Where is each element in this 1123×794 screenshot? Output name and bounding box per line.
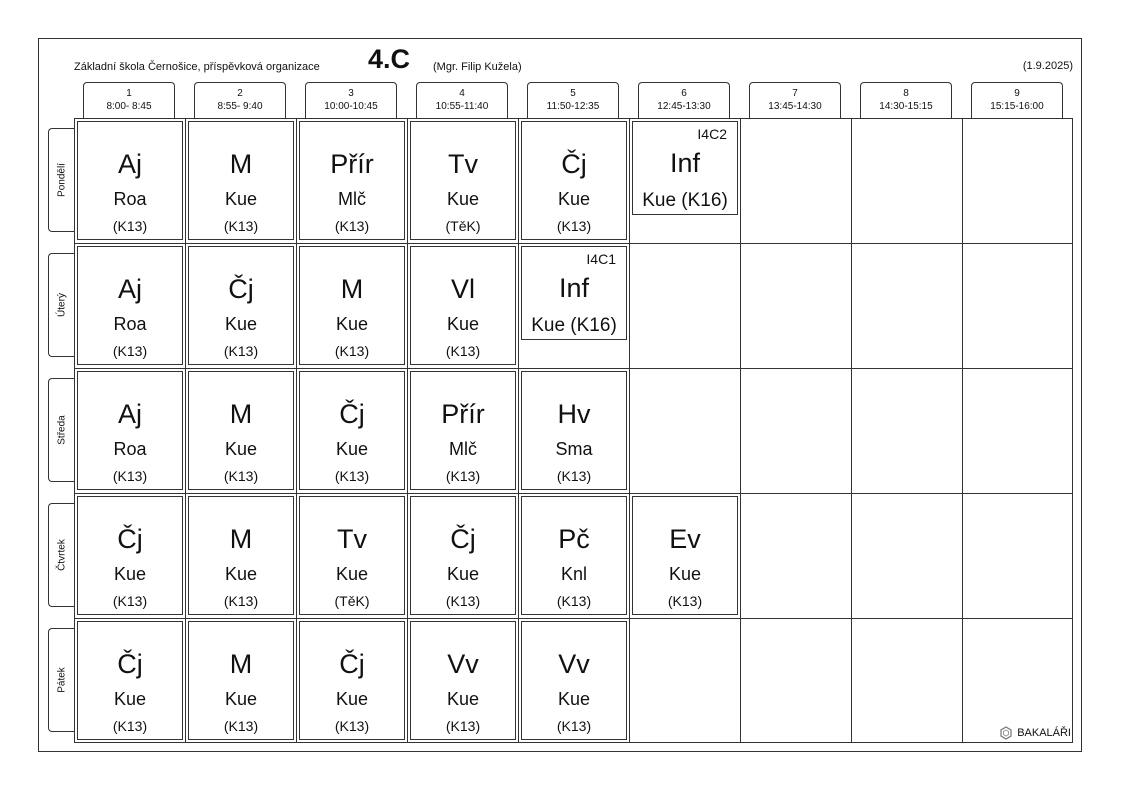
subject: Čj	[339, 399, 365, 429]
subject: Čj	[228, 274, 254, 304]
day-header-2	[48, 378, 74, 482]
lesson-cell[interactable]	[188, 371, 294, 490]
lesson-cell[interactable]	[77, 121, 183, 240]
group-code: I4C2	[697, 126, 727, 142]
subject: Vl	[450, 274, 475, 304]
teacher: Mlč	[449, 439, 477, 459]
period-header-5	[527, 82, 619, 118]
teacher: Roa	[113, 314, 147, 334]
lesson-cell[interactable]	[521, 496, 627, 615]
lesson-cell[interactable]	[77, 246, 183, 365]
lesson-cell[interactable]	[188, 621, 294, 740]
teacher: Kue	[113, 689, 147, 709]
subject: Přír	[330, 149, 374, 179]
subject: Vv	[558, 649, 590, 679]
subject: M	[229, 149, 253, 179]
lesson-cell[interactable]	[77, 371, 183, 490]
period-time: 8:00- 8:45	[106, 101, 152, 112]
timetable-date: (1.9.2025)	[1022, 60, 1073, 72]
grid-vline	[629, 118, 630, 743]
room: (K13)	[112, 343, 148, 359]
room: (K13)	[334, 718, 370, 734]
lesson-cell[interactable]	[188, 246, 294, 365]
teacher: Kue	[224, 564, 258, 584]
lesson-cell[interactable]	[299, 121, 405, 240]
room: (TěK)	[445, 218, 481, 234]
room: (K13)	[445, 468, 481, 484]
room: (K13)	[112, 468, 148, 484]
room: (K13)	[334, 343, 370, 359]
teacher: Kue	[224, 314, 258, 334]
lesson-cell[interactable]	[410, 121, 516, 240]
room: (K13)	[445, 718, 481, 734]
teacher-room: Kue (K16)	[642, 190, 728, 211]
grid-hline	[74, 368, 1073, 369]
period-number: 3	[348, 88, 354, 99]
lesson-cell-group[interactable]	[632, 121, 738, 215]
lesson-cell[interactable]	[188, 121, 294, 240]
period-header-2	[194, 82, 286, 118]
grid-vline	[851, 118, 852, 743]
period-number: 8	[903, 88, 909, 99]
period-number: 4	[459, 88, 465, 99]
subject: Čj	[339, 649, 365, 679]
teacher: Roa	[113, 189, 147, 209]
grid-vline	[407, 118, 408, 743]
day-label: Úterý	[56, 293, 67, 317]
teacher: Kue	[113, 564, 147, 584]
subject: Ev	[669, 524, 701, 554]
bakalari-logo	[999, 726, 1071, 740]
lesson-cell[interactable]	[410, 621, 516, 740]
period-time: 15:15-16:00	[990, 101, 1044, 112]
teacher: Kue	[446, 564, 480, 584]
subject: M	[229, 399, 253, 429]
subject: Aj	[117, 274, 142, 304]
teacher: Kue	[446, 189, 480, 209]
teacher: Kue	[335, 439, 369, 459]
room: (K13)	[556, 468, 592, 484]
day-label: Středa	[56, 415, 67, 445]
teacher: Kue	[335, 564, 369, 584]
room: (K13)	[223, 468, 259, 484]
grid-vline	[962, 118, 963, 743]
room: (K13)	[112, 593, 148, 609]
teacher: Sma	[555, 439, 593, 459]
room: (K13)	[445, 593, 481, 609]
day-label: Čtvrtek	[56, 539, 67, 571]
day-header-0	[48, 128, 74, 232]
teacher: Kue	[446, 689, 480, 709]
period-header-9	[971, 82, 1063, 118]
period-time: 13:45-14:30	[768, 101, 822, 112]
teacher: Mlč	[338, 189, 366, 209]
lesson-cell[interactable]	[521, 121, 627, 240]
teacher: Kue	[335, 314, 369, 334]
period-time: 11:50-12:35	[546, 101, 600, 112]
teacher: Knl	[560, 564, 587, 584]
period-header-6	[638, 82, 730, 118]
subject: Čj	[450, 524, 476, 554]
bakalari-logo-icon	[999, 726, 1013, 740]
lesson-cell[interactable]	[77, 496, 183, 615]
grid-hline	[74, 243, 1073, 244]
subject: Aj	[117, 149, 142, 179]
period-header-3	[305, 82, 397, 118]
teacher: Kue	[224, 689, 258, 709]
lesson-cell[interactable]	[632, 496, 738, 615]
teacher: Kue	[668, 564, 702, 584]
period-number: 1	[126, 88, 132, 99]
room: (K13)	[112, 218, 148, 234]
subject: Čj	[117, 649, 143, 679]
lesson-cell-group[interactable]	[521, 246, 627, 340]
subject: Přír	[441, 399, 485, 429]
lesson-cell[interactable]	[299, 496, 405, 615]
group-code: I4C1	[586, 251, 616, 267]
lesson-cell[interactable]	[521, 621, 627, 740]
period-time: 10:00-10:45	[324, 101, 378, 112]
grid-vline	[518, 118, 519, 743]
lesson-cell[interactable]	[299, 371, 405, 490]
room: (K13)	[556, 593, 592, 609]
subject: Tv	[337, 524, 367, 554]
lesson-cell[interactable]	[188, 496, 294, 615]
day-label: Pondělí	[56, 163, 67, 197]
teacher: Roa	[113, 439, 147, 459]
room: (K13)	[112, 718, 148, 734]
subject: Hv	[557, 399, 591, 429]
lesson-cell[interactable]	[77, 621, 183, 740]
class-teacher: (Mgr. Filip Kužela)	[433, 61, 522, 73]
period-header-1	[83, 82, 175, 118]
period-header-4	[416, 82, 508, 118]
room: (K13)	[445, 343, 481, 359]
subject: M	[229, 524, 253, 554]
subject: M	[229, 649, 253, 679]
period-time: 14:30-15:15	[879, 101, 933, 112]
lesson-cell[interactable]	[410, 371, 516, 490]
teacher: Kue	[335, 689, 369, 709]
teacher: Kue	[224, 439, 258, 459]
day-label: Pátek	[56, 667, 67, 693]
room: (K13)	[223, 718, 259, 734]
period-number: 7	[792, 88, 798, 99]
room: (K13)	[556, 218, 592, 234]
class-title: 4.C	[368, 44, 411, 74]
period-time: 10:55-11:40	[435, 101, 489, 112]
teacher: Kue	[224, 189, 258, 209]
period-number: 9	[1014, 88, 1020, 99]
teacher: Kue	[446, 314, 480, 334]
day-header-3	[48, 503, 74, 607]
subject: Pč	[558, 524, 590, 554]
subject: Inf	[558, 273, 590, 303]
bakalari-logo-text: BAKALÁŘI	[1017, 727, 1071, 739]
lesson-cell[interactable]	[299, 246, 405, 365]
room: (K13)	[223, 343, 259, 359]
period-time: 8:55- 9:40	[217, 101, 263, 112]
day-header-4	[48, 628, 74, 732]
subject: Čj	[117, 524, 143, 554]
lesson-cell[interactable]	[299, 621, 405, 740]
room: (TěK)	[334, 593, 370, 609]
teacher-room: Kue (K16)	[531, 315, 617, 336]
lesson-cell[interactable]	[410, 496, 516, 615]
subject: Aj	[117, 399, 142, 429]
period-number: 6	[681, 88, 687, 99]
subject: Čj	[561, 149, 587, 179]
grid-hline	[74, 493, 1073, 494]
period-time: 12:45-13:30	[657, 101, 711, 112]
grid-vline	[296, 118, 297, 743]
room: (K13)	[556, 718, 592, 734]
school-name: Základní škola Černošice, příspěvková organizace	[74, 61, 320, 73]
period-header-8	[860, 82, 952, 118]
period-number: 5	[570, 88, 576, 99]
room: (K13)	[223, 218, 259, 234]
grid-hline	[74, 618, 1073, 619]
teacher: Kue	[557, 689, 591, 709]
room: (K13)	[334, 468, 370, 484]
room: (K13)	[667, 593, 703, 609]
teacher: Kue	[557, 189, 591, 209]
room: (K13)	[223, 593, 259, 609]
lesson-cell[interactable]	[410, 246, 516, 365]
subject: M	[340, 274, 364, 304]
subject: Tv	[448, 149, 478, 179]
day-header-1	[48, 253, 74, 357]
period-number: 2	[237, 88, 243, 99]
room: (K13)	[334, 218, 370, 234]
grid-vline	[185, 118, 186, 743]
subject: Inf	[669, 148, 701, 178]
period-header-7	[749, 82, 841, 118]
grid-vline	[740, 118, 741, 743]
lesson-cell[interactable]	[521, 371, 627, 490]
subject: Vv	[447, 649, 479, 679]
